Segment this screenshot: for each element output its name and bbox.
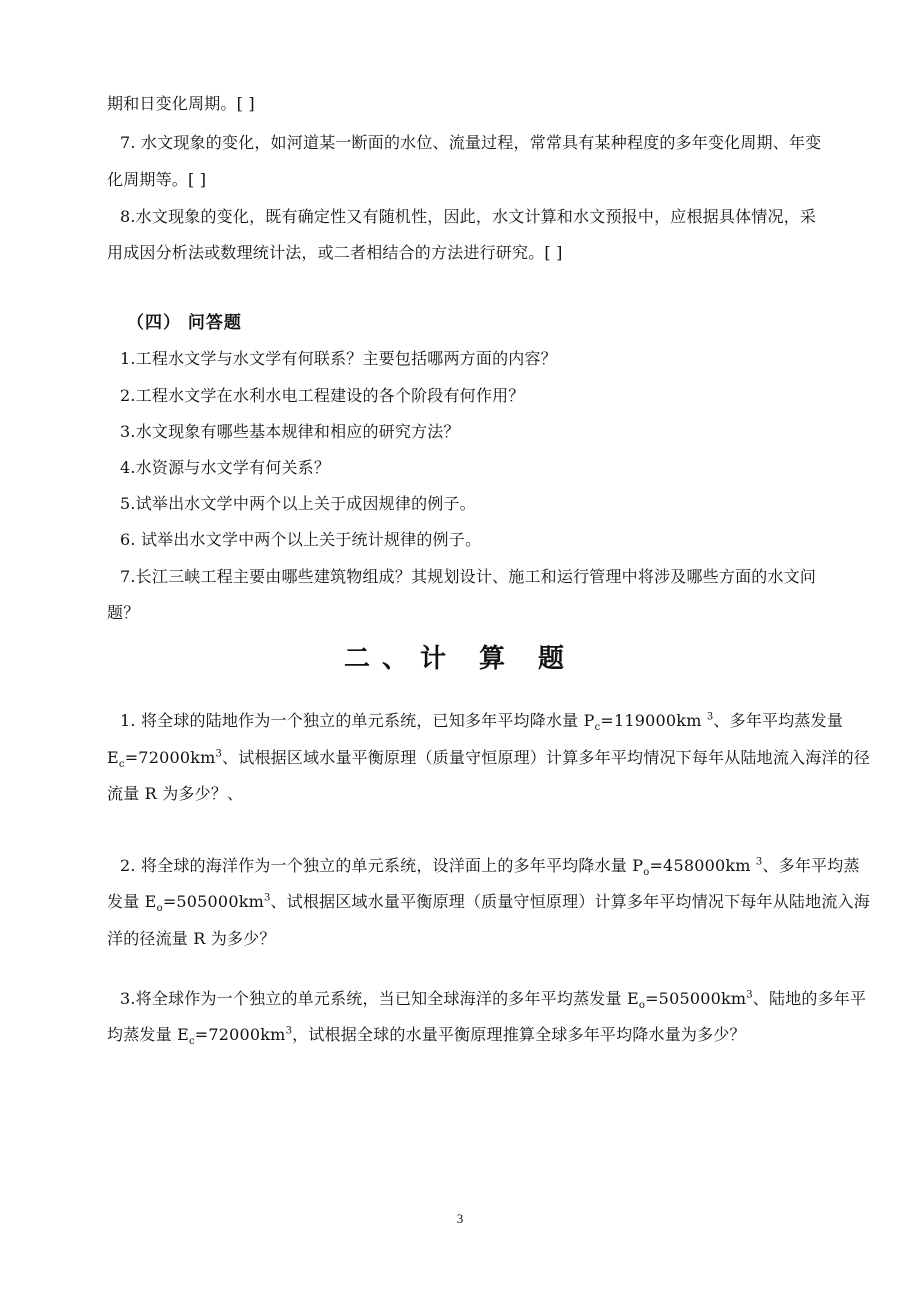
problem-1-text: 1. 将全球的陆地作为一个独立的单元系统，已知多年平均降水量 P xyxy=(120,711,595,730)
text-line-continuation: 期和日变化周期。[ ] xyxy=(107,94,255,113)
question-1: 1.工程水文学与水文学有何联系？主要包括哪两方面的内容？ xyxy=(120,349,557,368)
problem-1-text-tail: 、多年平均蒸发量 xyxy=(713,711,844,730)
question-5: 5.试举出水文学中两个以上关于成因规律的例子。 xyxy=(120,494,476,513)
subscript: o xyxy=(638,1000,646,1012)
problem-2-value: =505000km xyxy=(162,892,264,911)
problem-3-text: 均蒸发量 E xyxy=(107,1025,189,1044)
problem-3-line-1 xyxy=(120,989,867,1012)
problem-1-value: =72000km xyxy=(124,748,216,767)
problem-2-line-2 xyxy=(107,892,870,915)
problem-2-value: =458000km xyxy=(649,856,756,875)
question-7-line-1: 7.长江三峡工程主要由哪些建筑物组成？其规划设计、施工和运行管理中将涉及哪些方面的水文问 xyxy=(120,567,817,586)
problem-3-text-tail: 、陆地的多年平 xyxy=(752,989,867,1008)
superscript: 3 xyxy=(215,748,223,760)
statement-8-line-1: 8.水文现象的变化，既有确定性又有随机性，因此，水文计算和水文预报中，应根据具体情况，采 xyxy=(120,207,817,226)
superscript: 3 xyxy=(755,856,763,868)
superscript: 3 xyxy=(746,989,753,1001)
problem-2-text: 2. 将全球的海洋作为一个独立的单元系统，设洋面上的多年平均降水量 P xyxy=(120,856,644,875)
problem-3-text-tail: ，试根据全球的水量平衡原理推算全球多年平均降水量为多少？ xyxy=(292,1025,746,1044)
subscript: c xyxy=(594,722,601,734)
question-3: 3.水文现象有哪些基本规律和相应的研究方法？ xyxy=(120,422,460,441)
question-2: 2.工程水文学在水利水电工程建设的各个阶段有何作用？ xyxy=(120,386,525,405)
subscript: c xyxy=(118,759,125,771)
qa-section-heading: （四） 问答题 xyxy=(127,313,242,333)
question-7-line-2: 题？ xyxy=(107,603,140,622)
statement-7-line-1: 7. 水文现象的变化，如河道某一断面的水位、流量过程，常常具有某种程度的多年变化周期、年变 xyxy=(120,133,822,152)
superscript: 3 xyxy=(263,892,271,904)
question-4: 4.水资源与水文学有何关系？ xyxy=(120,458,331,477)
problem-3-value: =505000km xyxy=(645,989,747,1008)
problem-1-value: =119000km xyxy=(600,711,707,730)
statement-8-line-2: 用成因分析法或数理统计法，或二者相结合的方法进行研究。[ ] xyxy=(107,243,563,262)
problem-1-line-2 xyxy=(107,748,871,771)
problem-1-text-tail: 、试根据区域水量平衡原理（质量守恒原理）计算多年平均情况下每年从陆地流入海洋的径 xyxy=(222,748,871,767)
problem-1-text: E xyxy=(107,748,119,767)
problem-2-text: 发量 E xyxy=(107,892,157,911)
superscript: 3 xyxy=(706,711,714,723)
subscript: o xyxy=(156,903,163,915)
problem-3-line-2 xyxy=(107,1025,746,1048)
calc-section-heading: 二、计 算 题 xyxy=(343,644,577,674)
page-number: 3 xyxy=(456,1211,464,1226)
question-6: 6. 试举出水文学中两个以上关于统计规律的例子。 xyxy=(120,530,482,549)
problem-2-text-tail: 、试根据区域水量平衡原理（质量守恒原理）计算多年平均情况下每年从陆地流入海 xyxy=(270,892,870,911)
superscript: 3 xyxy=(285,1025,293,1037)
problem-2-text-tail: 、多年平均蒸 xyxy=(762,856,860,875)
problem-1-line-1 xyxy=(120,711,844,734)
problem-3-value: =72000km xyxy=(194,1025,286,1044)
subscript: c xyxy=(188,1036,195,1048)
problem-2-line-1 xyxy=(120,856,860,879)
problem-3-text: 3.将全球作为一个独立的单元系统，当已知全球海洋的多年平均蒸发量 E xyxy=(120,989,639,1008)
problem-1-line-3: 流量 R 为多少？、 xyxy=(107,784,244,803)
subscript: o xyxy=(643,867,650,879)
statement-7-line-2: 化周期等。[ ] xyxy=(107,170,207,189)
problem-2-line-3: 洋的径流量 R 为多少？ xyxy=(107,929,276,948)
